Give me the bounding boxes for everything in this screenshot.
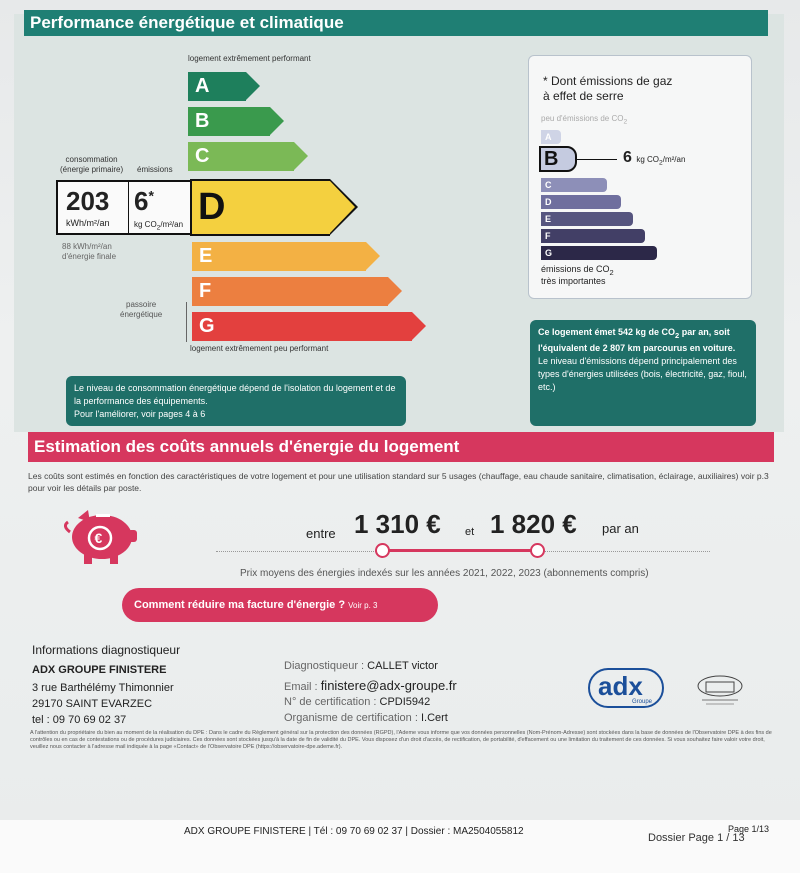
finale-line2: d'énergie finale: [62, 252, 117, 261]
ges-bar-c: C: [541, 178, 607, 192]
diag-heading: Informations diagnostiqueur: [32, 643, 181, 657]
cost-entre: entre: [306, 526, 336, 541]
ges-note: Ce logement émet 542 kg de $CO_2$ par an, soit l'équivalent de 2 807 km parcourus en voiture. Le niveau d'émissions dépend principalement des types d'énergies utilisées (bois, électricité, gaz, fioul, etc.): [530, 320, 756, 426]
cost-low-marker: [375, 543, 390, 558]
class-bar-c: C: [188, 142, 294, 171]
ges-bar-d: D: [541, 195, 621, 209]
ges-bar-b-current: B: [539, 146, 577, 172]
diag-organisme: Organisme de certification : I.Cert: [284, 712, 448, 724]
ges-title-1: * Dont émissions de gaz: [543, 74, 673, 88]
ges-pointer-line: [577, 159, 617, 160]
ges-bar-a: A: [541, 130, 561, 144]
performance-title: Performance énergétique et climatique: [24, 10, 768, 36]
prix-moyens: Prix moyens des énergies indexés sur les années 2021, 2022, 2023 (abonnements compris): [240, 568, 649, 579]
conso-emissions-box: [56, 180, 192, 235]
emissions-value: 6*: [134, 186, 154, 216]
certification-seal-icon: [692, 672, 748, 708]
costs-title: Estimation des coûts annuels d'énergie du logement: [28, 432, 774, 462]
diag-tel: tel : 09 70 69 02 37: [32, 714, 127, 726]
class-bar-a: A: [188, 72, 246, 101]
diag-diagnostiqueur: Diagnostiqueur : CALLET victor: [284, 660, 438, 672]
scale-bottom-label: logement extrêmement peu performant: [190, 344, 329, 353]
cost-low: 1 310 €: [354, 509, 441, 539]
reduce-bill-button[interactable]: Comment réduire ma facture d'énergie ? Voir p. 3: [122, 588, 438, 622]
class-d-letter: D: [198, 186, 226, 228]
ges-bar-f: F: [541, 229, 645, 243]
ges-bottom-label-1: émissions de $CO_2$: [541, 264, 614, 277]
passoire-label: passoire énergétique: [120, 300, 163, 319]
cost-par-an: par an: [602, 521, 639, 536]
ges-value: 6 kg $CO_2/m^2/an$: [623, 149, 686, 167]
conso-unit: kWh/m²/an: [66, 218, 110, 228]
diag-address-2: 29170 SAINT EVARZEC: [32, 698, 153, 710]
emissions-label: émissions: [137, 165, 173, 174]
diag-email: Email : finistere@adx-groupe.fr: [284, 678, 457, 693]
class-bar-f: F: [192, 277, 388, 306]
diag-address-1: 3 rue Barthélémy Thimonnier: [32, 682, 174, 694]
diag-certification: N° de certification : CPDI5942: [284, 696, 431, 708]
cost-high-marker: [530, 543, 545, 558]
emissions-unit: kg $CO_2/m^2/an$: [134, 220, 184, 232]
passoire-bracket: [186, 302, 187, 342]
finale-line1: 88 kWh/m²/an: [62, 242, 112, 251]
footer-dossier-page: Dossier Page 1 / 13: [648, 832, 745, 844]
class-bar-e: E: [192, 242, 366, 271]
conso-label: consommation (énergie primaire): [60, 155, 124, 174]
ges-card: [528, 55, 752, 299]
costs-intro: Les coûts sont estimés en fonction des caractéristiques de votre logement et pour une utilisation standard sur 5 usages (chauffage, eau chaude sanitaire, climatisation, éclairage, auxiliaires) voir p.3 pour voir les détails par poste.: [28, 471, 769, 493]
ges-bar-g: G: [541, 246, 657, 260]
scale-top-label: logement extrêmement performant: [188, 54, 311, 63]
piggy-bank-icon: [60, 504, 140, 566]
svg-text:€: €: [94, 530, 103, 546]
class-bar-b: B: [188, 107, 270, 136]
rgpd-disclaimer: A l'attention du propriétaire du bien au moment de la réalisation du DPE : Dans le cadre du Règlement général sur la protection des données (RGPD), l'Ademe vous informe que vos données personnelles (Nom-Prénom-Adresse) sont stockées dans la base de données de l'Observatoire DPE à des fins de contrôles ou en cas de contestations ou de procédures judiciaires. Ces données sont stockées jusqu'à la date de fin de validité du DPE. Vous disposez d'un droit d'accès, de rectification, de portabilité, d'effacement ou une limitation du traitement de ces données. Si vous souhaitez faire valoir votre droit, veuillez nous contacter à l'adresse mail indiquée à la page «Contact» de l'Observatoire DPE (https://observatoire-dpe.ademe.fr).: [30, 730, 772, 750]
diag-company: ADX GROUPE FINISTERE: [32, 664, 167, 676]
ges-bar-e: E: [541, 212, 633, 226]
footer-page: Page 1/13: [728, 824, 770, 834]
adx-logo: adx Groupe: [588, 668, 664, 708]
class-bar-g: G: [192, 312, 412, 341]
ges-title-2: à effet de serre: [543, 89, 624, 103]
cost-et: et: [465, 526, 475, 538]
ges-top-label: peu d'émissions de $CO_2$: [541, 114, 628, 126]
ges-bottom-label-2: très importantes: [541, 276, 606, 286]
page-footer: [0, 820, 800, 873]
energy-note: Le niveau de consommation énergétique dépend de l'isolation du logement et de la performance des équipements. Pour l'améliorer, voir pages 4 à 6: [66, 376, 406, 426]
footer-text: ADX GROUPE FINISTERE | Tél : 09 70 69 02 37 | Dossier : MA2504055812: [184, 826, 524, 837]
conso-value: 203: [66, 186, 110, 216]
cost-high: 1 820 €: [490, 509, 577, 539]
cost-range-fill: [383, 549, 537, 552]
